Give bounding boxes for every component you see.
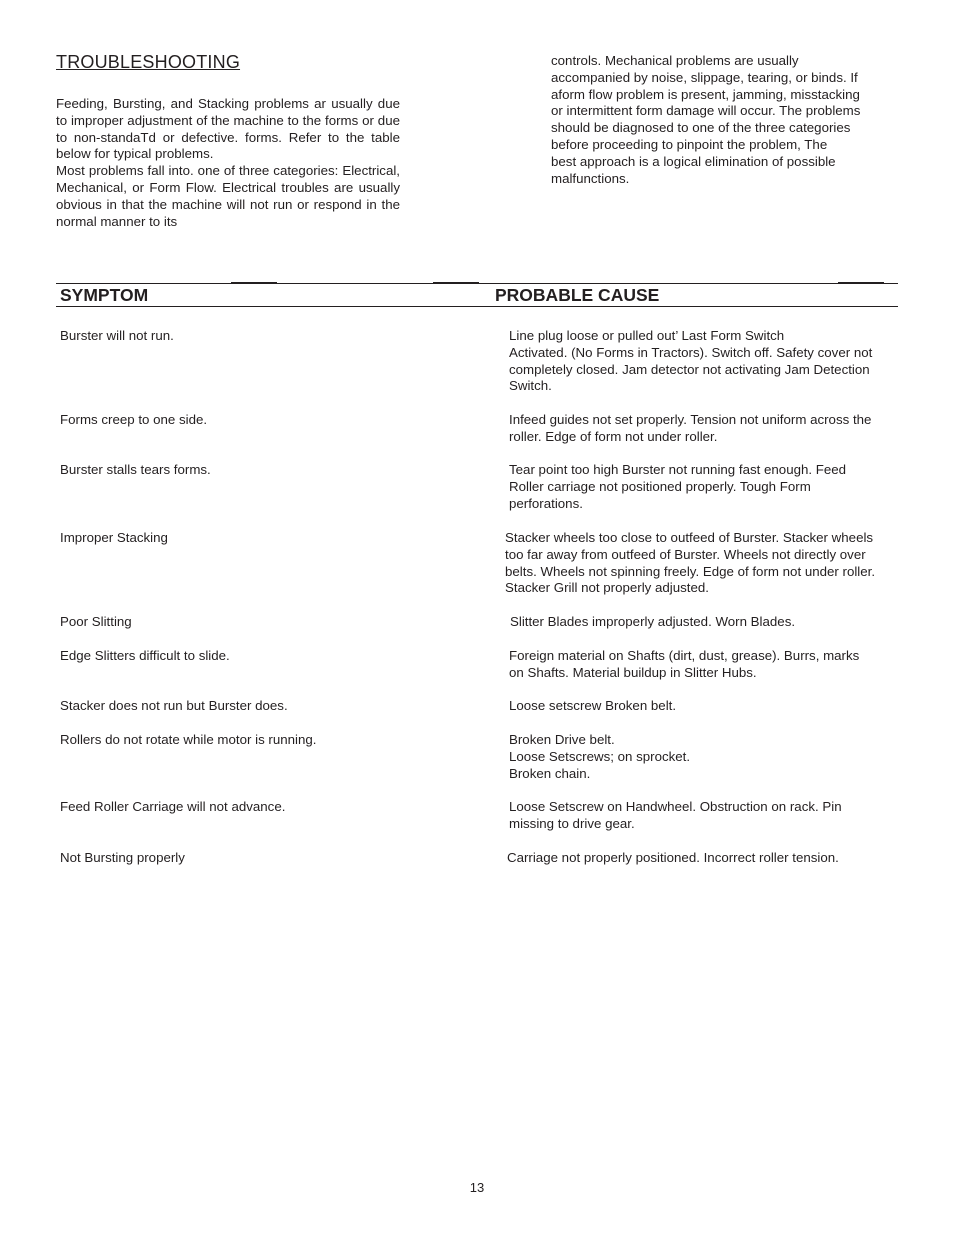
cause-column-header: PROBABLE CAUSE — [495, 285, 660, 305]
symptom-cell: Improper Stacking — [60, 530, 168, 545]
table-header-rule — [56, 306, 898, 307]
symptom-column-header: SYMPTOM — [60, 285, 149, 305]
symptom-cell: Poor Slitting — [60, 614, 132, 629]
table-top-rule — [56, 283, 898, 284]
page-title: TROUBLESHOOTING — [56, 52, 241, 72]
cause-cell: Line plug loose or pulled out’ Last Form Switch Activated. (No Forms in Tractors). Switch off. Safety cover not completely closed. Jam detector not activating Jam Detection Switch. — [509, 328, 873, 394]
symptom-cell: Stacker does not run but Burster does. — [60, 698, 288, 713]
symptom-cell: Burster stalls tears forms. — [60, 462, 211, 477]
intro-paragraph: Most problems fall into. one of three categories: Electrical, Mechanical, or Form Flow. Electrical troubles are usually obvious in that the machine will not run or respond in the normal manner to its — [56, 163, 400, 229]
cause-cell: Foreign material on Shafts (dirt, dust, grease). Burrs, marks on Shafts. Material buildup in Slitter Hubs. — [509, 648, 860, 680]
intro-right-column: controls. Mechanical problems are usually accompanied by noise, slippage, tearing, or binds. If aform flow problem is present, jamming, misstacking or intermittent form damage will occur. The problems should be diagnosed to one of the three categories before proceeding to pinpoint the problem, The best approach is a logical elimination of possible malfunctions. — [551, 53, 861, 186]
symptom-cell: Not Bursting properly — [60, 850, 185, 865]
cause-cell: Loose Setscrew on Handwheel. Obstruction on rack. Pin missing to drive gear. — [509, 799, 842, 831]
cause-cell: Loose setscrew Broken belt. — [509, 698, 677, 713]
symptom-cell: Rollers do not rotate while motor is running. — [60, 732, 317, 747]
cause-cell: Broken Drive belt. Loose Setscrews; on sprocket. Broken chain. — [509, 732, 691, 781]
cause-cell: Infeed guides not set properly. Tension not uniform across the roller. Edge of form not under roller. — [509, 412, 872, 444]
symptom-cell: Forms creep to one side. — [60, 412, 208, 427]
cause-cell: Stacker wheels too close to outfeed of Burster. Stacker wheels too far away from outfeed of Burster. Wheels not directly over belts. Wheels not spinning freely. Edge of form not under roller. Stacker Grill not properly adjusted. — [505, 530, 876, 596]
symptom-cell: Edge Slitters difficult to slide. — [60, 648, 230, 663]
page-number: 13 — [469, 1180, 485, 1195]
intro-left-column — [56, 96, 400, 230]
symptom-cell: Feed Roller Carriage will not advance. — [60, 799, 286, 814]
cause-cell: Carriage not properly positioned. Incorrect roller tension. — [507, 850, 839, 865]
cause-cell: Slitter Blades improperly adjusted. Worn Blades. — [510, 614, 796, 629]
intro-paragraph: Feeding, Bursting, and Stacking problems ar usually due to improper adjustment of the machine to the forms or due to non-standaTd or defective. forms. Refer to the table below for typical problems. — [56, 96, 400, 162]
cause-cell: Tear point too high Burster not running fast enough. Feed Roller carriage not positioned properly. Tough Form perforations. — [509, 462, 847, 511]
symptom-cell: Burster will not run. — [60, 328, 174, 343]
